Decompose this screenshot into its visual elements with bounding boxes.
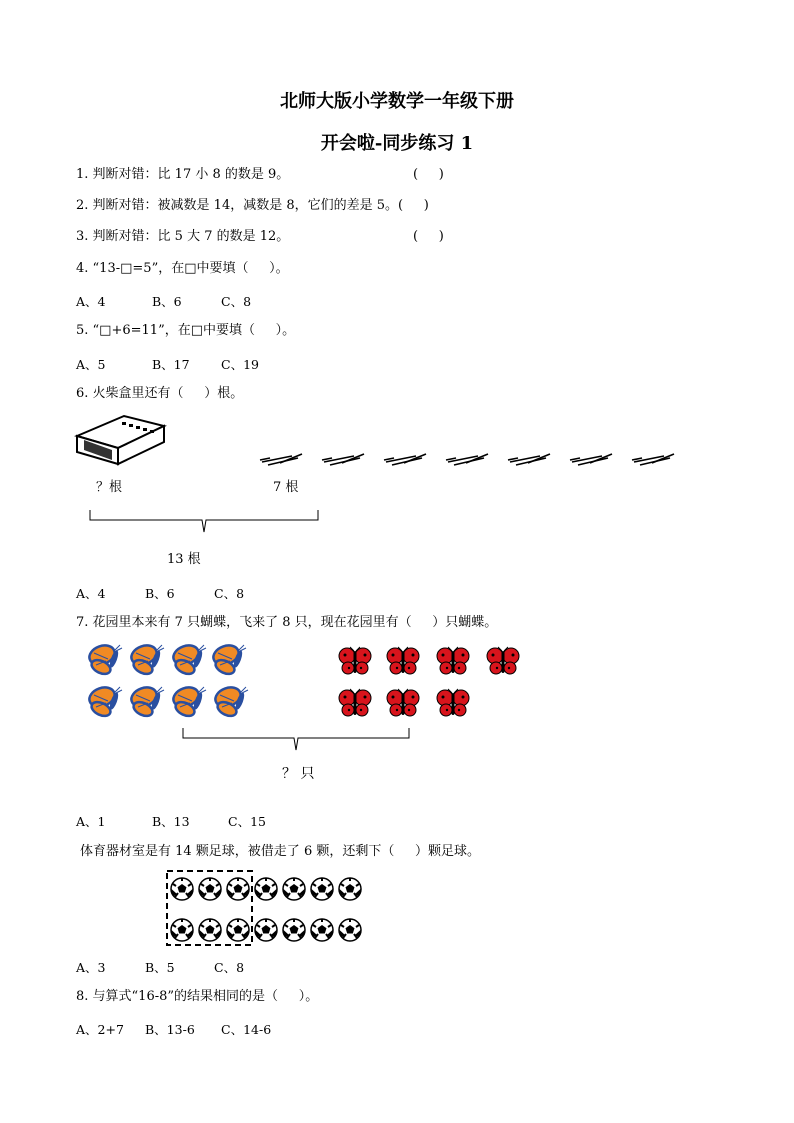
q7-total-label: ？ 只 xyxy=(282,766,315,782)
question-3: 3. 判断对错：比 5 大 7 的数是 12。 xyxy=(76,229,290,244)
q6-option-c: C、8 xyxy=(214,586,245,601)
q8-option-a: A、2+7 xyxy=(76,1022,124,1037)
question-7: 7. 花园里本来有 7 只蝴蝶，飞来了 8 只，现在花园里有（ ）只蝴蝶。 xyxy=(76,615,498,630)
q8-option-c: C、14-6 xyxy=(221,1022,272,1037)
q4-option-c: C、8 xyxy=(221,294,252,309)
soccer-option-a: A、3 xyxy=(76,960,106,975)
matchsticks-image xyxy=(258,448,683,468)
orange-butterflies-image xyxy=(86,643,250,723)
q6-left-label: ？根 xyxy=(96,480,123,495)
red-butterflies-image xyxy=(338,645,524,721)
page-subtitle: 开会啦-同步练习 1 xyxy=(320,133,474,154)
question-2: 2. 判断对错：被减数是 14，减数是 8，它们的差是 5。( ) xyxy=(76,198,429,213)
q7-option-b: B、13 xyxy=(152,814,190,829)
q7-option-a: A、1 xyxy=(76,814,106,829)
q5-option-c: C、19 xyxy=(221,357,259,372)
q8-option-b: B、13-6 xyxy=(145,1022,195,1037)
q4-option-a: A、4 xyxy=(76,294,106,309)
question-4: 4. “13-□=5”，在□中要填（ ）。 xyxy=(76,261,289,276)
q6-option-a: A、4 xyxy=(76,586,106,601)
q6-total-label: 13 根 xyxy=(167,552,201,567)
question-5: 5. “□+6=11”，在□中要填（ ）。 xyxy=(76,323,296,338)
q7-brace xyxy=(181,726,411,752)
q7-option-c: C、15 xyxy=(228,814,266,829)
question-3-answer-paren: ( ) xyxy=(413,229,444,244)
page-title: 北师大版小学数学一年级下册 xyxy=(280,91,514,112)
q6-right-label: 7 根 xyxy=(273,480,299,495)
question-6: 6. 火柴盒里还有（ ）根。 xyxy=(76,386,244,401)
q4-option-b: B、6 xyxy=(152,294,182,309)
question-soccer: 体育器材室是有 14 颗足球，被借走了 6 颗，还剩下（ ）颗足球。 xyxy=(80,844,481,859)
q6-option-b: B、6 xyxy=(145,586,175,601)
question-1: 1. 判断对错：比 17 小 8 的数是 9。 xyxy=(76,167,290,182)
soccer-option-b: B、5 xyxy=(145,960,175,975)
soccer-option-c: C、8 xyxy=(214,960,245,975)
q6-brace xyxy=(88,508,320,534)
question-8: 8. 与算式“16-8”的结果相同的是（ ）。 xyxy=(76,989,319,1004)
question-1-answer-paren: ( ) xyxy=(413,167,444,182)
matchbox-image xyxy=(74,412,169,468)
soccer-balls-image xyxy=(165,869,365,947)
q5-option-b: B、17 xyxy=(152,357,190,372)
q5-option-a: A、5 xyxy=(76,357,106,372)
